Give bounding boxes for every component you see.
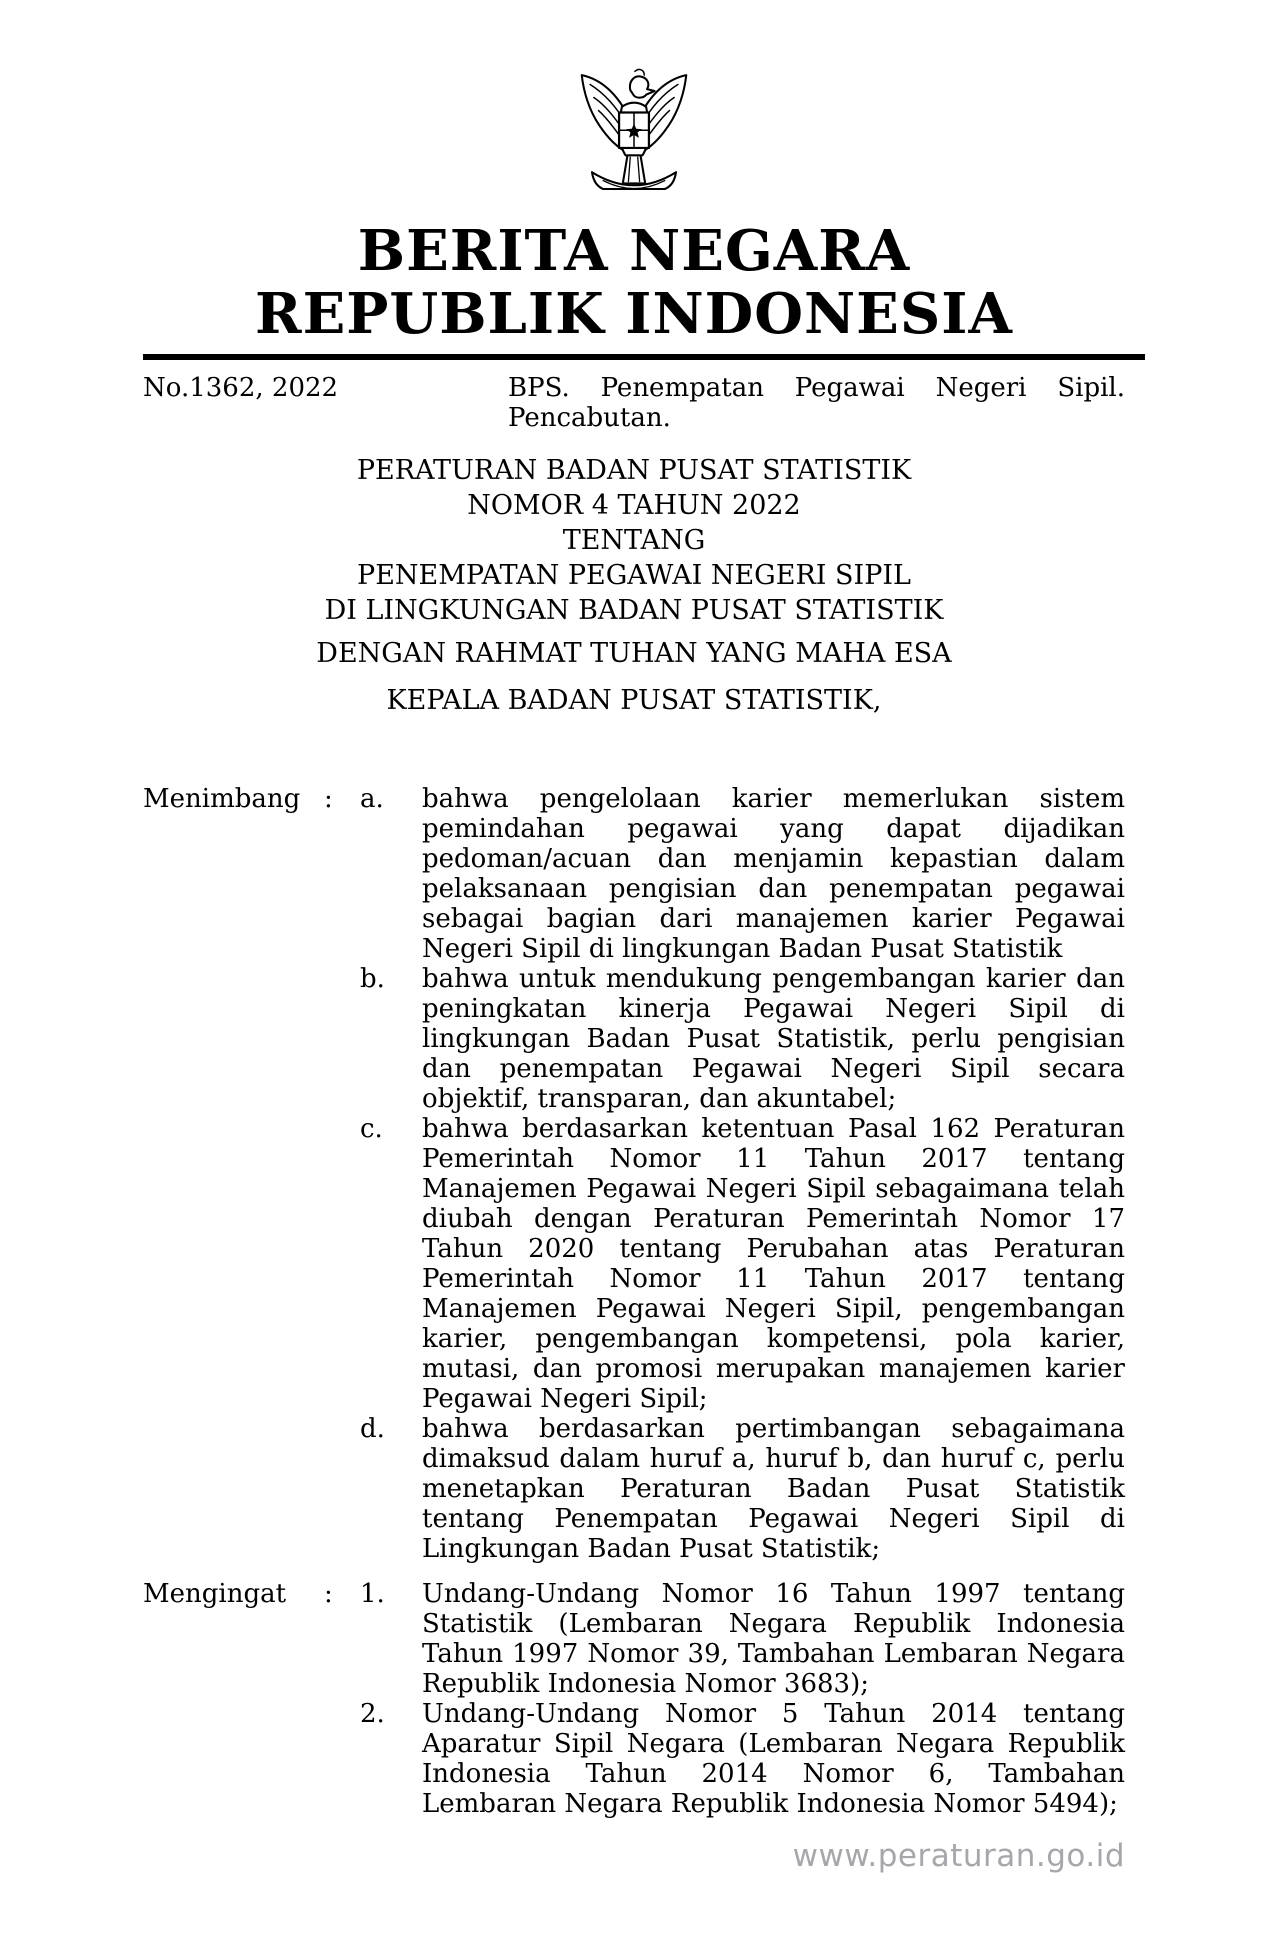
invocation-line: DENGAN RAHMAT TUHAN YANG MAHA ESA bbox=[316, 638, 952, 669]
garuda-pancasila-emblem-icon bbox=[564, 56, 704, 210]
peraturan-watermark: www.peraturan.go.id bbox=[792, 1838, 1125, 1874]
regulation-number-line: NOMOR 4 TAHUN 2022 bbox=[467, 490, 801, 521]
gazette-meta-row bbox=[143, 373, 1125, 433]
item-marker: 2. bbox=[360, 1699, 385, 1729]
item-text: bahwa untuk mendukung pengembangan karier dan peningkatan kinerja Pegawai Negeri Sipil di lingkungan Badan Pusat Statistik, perlu pengisian dan penempatan Pegawai Negeri Sipil secara objektif, transparan, dan akuntabel; bbox=[422, 964, 1125, 1114]
remembering-label: Mengingat bbox=[143, 1579, 287, 1609]
item-text: bahwa pengelolaan karier memerlukan sistem pemindahan pegawai yang dapat dijadikan pedoman/acuan dan menjamin kepastian dalam pelaksanaan pengisian dan penempatan pegawai sebagai bagian dari manajemen karier Pegawai Negeri Sipil di lingkungan Badan Pusat Statistik bbox=[422, 784, 1125, 964]
considering-item-a bbox=[360, 784, 1125, 964]
regulation-title-line: PERATURAN BADAN PUSAT STATISTIK bbox=[356, 455, 912, 486]
considering-label: Menimbang bbox=[143, 784, 301, 814]
considering-item-b bbox=[360, 964, 1125, 1114]
gazette-subject-line1: BPS. Penempatan Pegawai Negeri Sipil. bbox=[508, 373, 1125, 403]
remembering-separator: : bbox=[324, 1579, 333, 1609]
gazette-subject bbox=[508, 373, 1125, 433]
remembering-clause bbox=[143, 1579, 1125, 1819]
item-marker: 1. bbox=[360, 1579, 385, 1609]
item-text: bahwa berdasarkan ketentuan Pasal 162 Peraturan Pemerintah Nomor 11 Tahun 2017 tentang Manajemen Pegawai Negeri Sipil sebagaimana telah diubah dengan Peraturan Pemerintah Nomor 17 Tahun 2020 tentang Perubahan atas Peraturan Pemerintah Nomor 11 Tahun 2017 tentang Manajemen Pegawai Negeri Sipil, pengembangan karier, pengembangan kompetensi, pola karier, mutasi, dan promosi merupakan manajemen karier Pegawai Negeri Sipil; bbox=[422, 1114, 1125, 1414]
considering-item-c bbox=[360, 1114, 1125, 1414]
item-marker: d. bbox=[360, 1414, 385, 1444]
considering-clause bbox=[143, 784, 1125, 1564]
issuer-line: KEPALA BADAN PUSAT STATISTIK, bbox=[386, 685, 882, 716]
considering-item-d bbox=[360, 1414, 1125, 1564]
masthead-title bbox=[143, 220, 1125, 346]
item-marker: c. bbox=[360, 1114, 383, 1144]
item-text: bahwa berdasarkan pertimbangan sebagaimana dimaksud dalam huruf a, huruf b, dan huruf c, perlu menetapkan Peraturan Badan Pusat Statistik tentang Penempatan Pegawai Negeri Sipil di Lingkungan Badan Pusat Statistik; bbox=[422, 1414, 1125, 1564]
remembering-item-1 bbox=[360, 1579, 1125, 1699]
item-text: Undang-Undang Nomor 5 Tahun 2014 tentang Aparatur Sipil Negara (Lembaran Negara Republik Indonesia Tahun 2014 Nomor 6, Tambahan Lembaran Negara Republik Indonesia Nomor 5494); bbox=[422, 1699, 1125, 1819]
remembering-items bbox=[360, 1579, 1125, 1819]
regulation-scope-line: DI LINGKUNGAN BADAN PUSAT STATISTIK bbox=[324, 595, 944, 626]
regulation-tentang-line: TENTANG bbox=[562, 525, 706, 556]
masthead-title-line2: REPUBLIK INDONESIA bbox=[255, 281, 1013, 347]
item-marker: a. bbox=[360, 784, 384, 814]
masthead-divider-rule bbox=[143, 354, 1145, 360]
item-marker: b. bbox=[360, 964, 385, 994]
masthead-title-line1: BERITA NEGARA bbox=[357, 218, 911, 284]
gazette-number: No.1362, 2022 bbox=[143, 373, 339, 403]
considering-items bbox=[360, 784, 1125, 1564]
regulation-title-block bbox=[143, 453, 1125, 628]
regulation-subject-line: PENEMPATAN PEGAWAI NEGERI SIPIL bbox=[357, 560, 911, 591]
gazette-subject-line2: Pencabutan. bbox=[508, 403, 671, 433]
item-text: Undang-Undang Nomor 16 Tahun 1997 tentang Statistik (Lembaran Negara Republik Indonesia Tahun 1997 Nomor 39, Tambahan Lembaran Negara Republik Indonesia Nomor 3683); bbox=[422, 1579, 1125, 1699]
considering-separator: : bbox=[324, 784, 333, 814]
remembering-item-2 bbox=[360, 1699, 1125, 1819]
